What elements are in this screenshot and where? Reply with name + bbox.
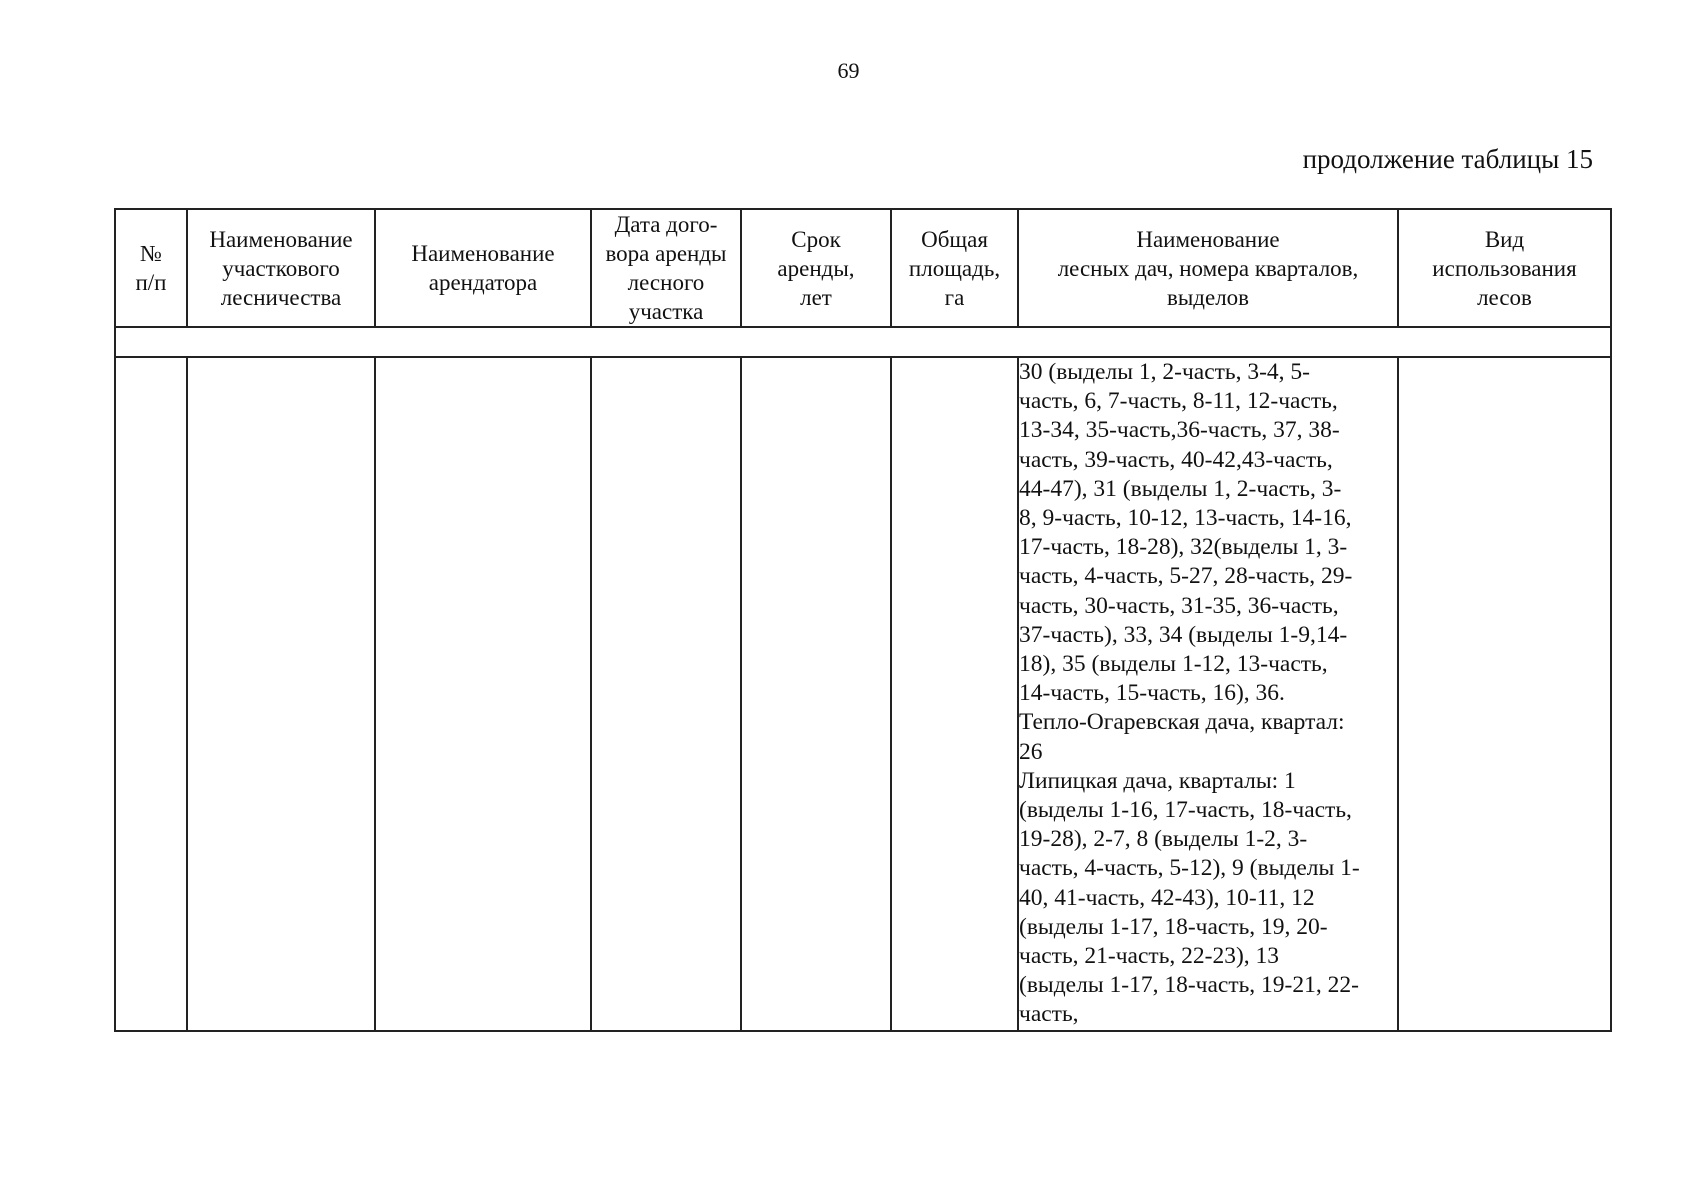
table-continuation-label: продолжение таблицы 15 — [1302, 144, 1593, 174]
page-number: 69 — [837, 58, 860, 83]
header-lease-term: Срок аренды, лет — [741, 209, 891, 327]
header-row-number: № п/п — [115, 209, 187, 327]
table-blank-row — [115, 327, 1611, 357]
table-row — [115, 357, 1611, 1031]
header-tenant-name: Наименование арендатора — [375, 209, 591, 327]
header-lease-date: Дата дого- вора аренды лесного участка — [591, 209, 741, 327]
cell-district-forestry — [187, 357, 375, 1031]
header-forest-quarters: Наименование лесных дач, номера кварталов, выделов — [1018, 209, 1398, 327]
cell-forest-use-type — [1398, 357, 1611, 1031]
header-forest-use-type: Вид использования лесов — [1398, 209, 1611, 327]
cell-total-area — [891, 357, 1018, 1031]
cell-lease-date — [591, 357, 741, 1031]
table-header-row — [115, 209, 1611, 327]
header-district-forestry: Наименование участкового лесничества — [187, 209, 375, 327]
header-total-area: Общая площадь, га — [891, 209, 1018, 327]
cell-forest-quarters: 30 (выделы 1, 2-часть, 3-4, 5- часть, 6, 7-часть, 8-11, 12-часть, 13-34, 35-часть,36-часть, 37, 38- часть, 39-часть, 40-42,43-часть, 44-47), 31 (выделы 1, 2-часть, 3- 8, 9-часть, 10-12, 13-часть, 14-16, 17-часть, 18-28), 32(выделы 1, 3- часть, 4-часть, 5-27, 28-часть, 29- часть, 30-часть, 31-35, 36-часть, 37-часть), 33, 34 (выделы 1-9,14- 18), 35 (выделы 1-12, 13-часть, 14-часть, 15-часть, 16), 36. Тепло-Огаревская дача, квартал: 26 Липицкая дача, кварталы: 1 (выделы 1-16, 17-часть, 18-часть, 19-28), 2-7, 8 (выделы 1-2, 3- часть, 4-часть, 5-12), 9 (выделы 1- 40, 41-часть, 42-43), 10-11, 12 (выделы 1-17, 18-часть, 19, 20- часть, 21-часть, 22-23), 13 (выделы 1-17, 18-часть, 19-21, 22- часть, — [1018, 357, 1398, 1031]
blank-cell — [115, 327, 1611, 357]
cell-tenant-name — [375, 357, 591, 1031]
cell-row-number — [115, 357, 187, 1031]
lease-table — [114, 208, 1612, 1032]
cell-lease-term — [741, 357, 891, 1031]
